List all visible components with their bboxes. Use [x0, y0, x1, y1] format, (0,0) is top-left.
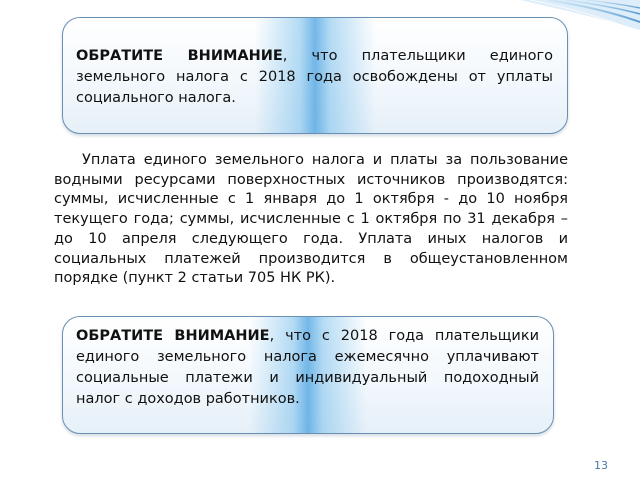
notice-bottom-body: , что с 2018 года плательщики единого земельного налога ежемесячно уплачивают социальные платежи и индивидуальный подоходный налог с доходов работников. — [76, 328, 540, 407]
notice-top-text — [76, 46, 553, 109]
notice-box-top — [62, 17, 568, 134]
payment-terms-paragraph: Уплата единого земельного налога и платы за пользование водными ресурсами поверхностных источников производятся: суммы, исчисленные с 1 января до 1 октября - до 10 ноября текущего года; суммы, исчисленные с 1 октября по 31 декабря – до 10 апреля следующего года. Уплата иных налогов и социальных платежей производится в общеустановленном порядке (пункт 2 статьи 705 НК РК). — [54, 152, 568, 287]
page-number: 13 — [594, 459, 608, 472]
notice-box-bottom — [62, 316, 554, 434]
notice-top-body: , что плательщики единого земельного налога с 2018 года освобождены от уплаты социального налога. — [76, 48, 554, 106]
notice-bottom-emphasis: ОБРАТИТЕ ВНИМАНИЕ — [76, 328, 270, 344]
notice-top-emphasis: ОБРАТИТЕ ВНИМАНИЕ — [76, 48, 283, 64]
notice-bottom-text — [76, 326, 539, 410]
